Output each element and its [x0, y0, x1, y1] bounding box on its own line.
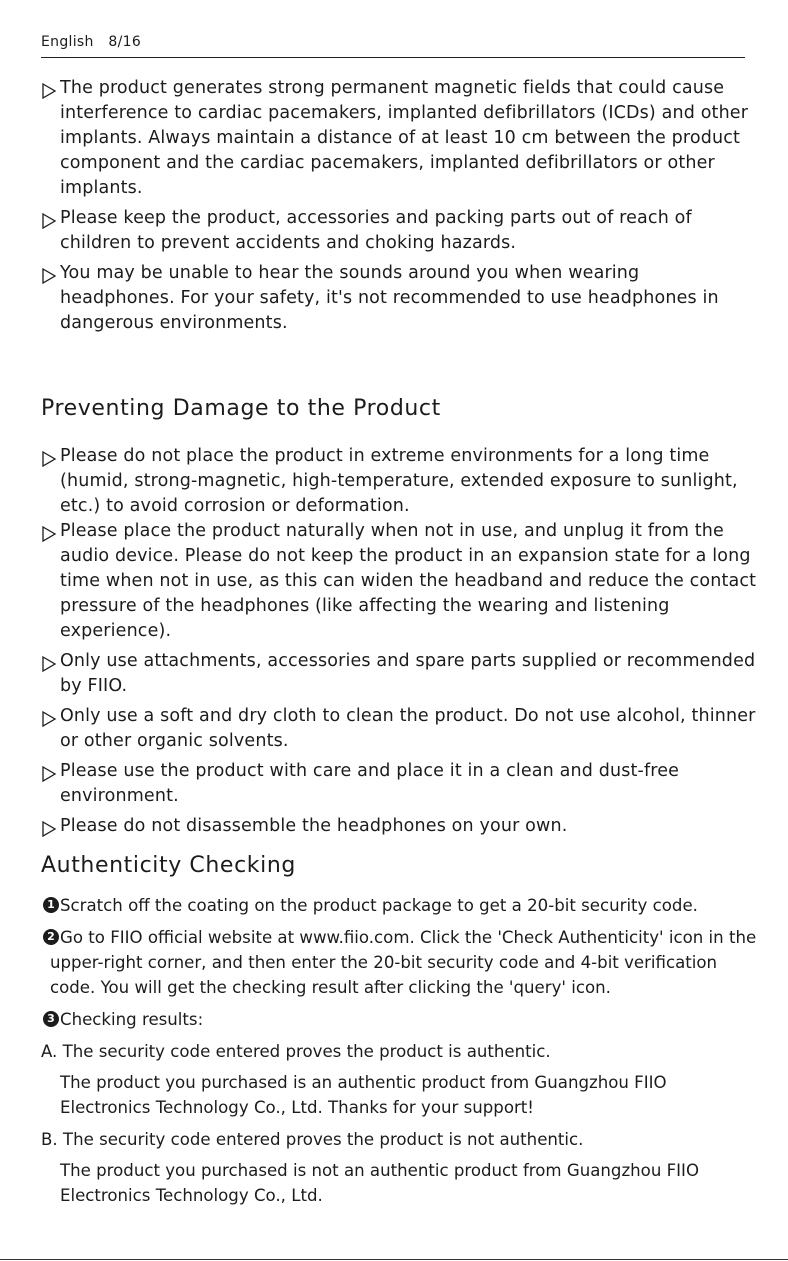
preventing-text: Only use attachments, accessories and spare parts supplied or recommended by FIIO.	[60, 651, 756, 696]
bottom-rule	[0, 1259, 788, 1260]
warning-item	[41, 76, 757, 201]
step-text: Scratch off the coating on the product package to get a 20-bit security code.	[60, 896, 698, 915]
preventing-item	[41, 704, 757, 754]
result-authentic	[41, 1039, 757, 1120]
section-title-authenticity: Authenticity Checking	[41, 853, 296, 878]
result-not-authentic	[41, 1127, 757, 1208]
page-header	[41, 34, 745, 58]
result-label: B. The security code entered proves the product is not authentic.	[41, 1130, 584, 1149]
step-number-badge: 1	[43, 897, 59, 913]
preventing-item	[41, 759, 757, 809]
warning-item	[41, 261, 757, 336]
preventing-damage-list	[41, 444, 757, 844]
result-detail: The product you purchased is not an authentic product from Guangzhou FIIO Electronics Technology Co., Ltd.	[60, 1161, 700, 1205]
preventing-text: Please use the product with care and place it in a clean and dust-free environment.	[60, 761, 680, 806]
preventing-text: Only use a soft and dry cloth to clean the product. Do not use alcohol, thinner or other organic solvents.	[60, 706, 756, 751]
warning-text: The product generates strong permanent magnetic fields that could cause interference to cardiac pacemakers, implanted defibrillators (ICDs) and other implants. Always maintain a distance of at least 10 cm between the product component and the cardiac pacemakers, implanted defibrillators or other implants.	[60, 78, 749, 198]
preventing-item	[41, 814, 757, 839]
step-text-continued: upper-right corner, and then enter the 20-bit security code and 4-bit verification code. You will get the checking result after clicking the 'query' icon.	[50, 953, 718, 997]
language-label: English	[41, 34, 94, 50]
step-text: Go to FIIO official website at www.fiio.com. Click the 'Check Authenticity' icon in the	[60, 928, 757, 947]
result-label: A. The security code entered proves the product is authentic.	[41, 1042, 551, 1061]
warning-text: You may be unable to hear the sounds around you when wearing headphones. For your safety, it's not recommended to use headphones in dangerous environments.	[60, 263, 719, 333]
preventing-text: Please do not place the product in extreme environments for a long time (humid, strong-magnetic, high-temperature, extended exposure to sunlight, etc.) to avoid corrosion or deformation.	[60, 446, 738, 516]
auth-step	[41, 1007, 757, 1032]
preventing-item	[41, 649, 757, 699]
auth-step	[41, 893, 757, 918]
result-detail: The product you purchased is an authentic product from Guangzhou FIIO Electronics Technology Co., Ltd. Thanks for your support!	[60, 1073, 667, 1117]
step-number-badge: 2	[43, 929, 59, 945]
preventing-item	[41, 519, 757, 644]
step-text: Checking results:	[60, 1010, 204, 1029]
section-title-preventing-damage: Preventing Damage to the Product	[41, 396, 441, 421]
safety-warnings	[41, 76, 757, 341]
warning-item	[41, 206, 757, 256]
preventing-text: Please do not disassemble the headphones on your own.	[60, 816, 568, 836]
step-number-badge: 3	[43, 1011, 59, 1027]
authenticity-steps	[41, 893, 757, 1213]
preventing-item	[41, 444, 757, 519]
preventing-text: Please place the product naturally when not in use, and unplug it from the audio device. Please do not keep the product in an expansion state for a long time when not in use, as this can widen the headband and reduce the contact pressure of the headphones (like affecting the wearing and listening experience).	[60, 521, 757, 641]
warning-text: Please keep the product, accessories and packing parts out of reach of children to prevent accidents and choking hazards.	[60, 208, 692, 253]
page-number: 8/16	[108, 34, 142, 50]
auth-step	[41, 925, 757, 1000]
